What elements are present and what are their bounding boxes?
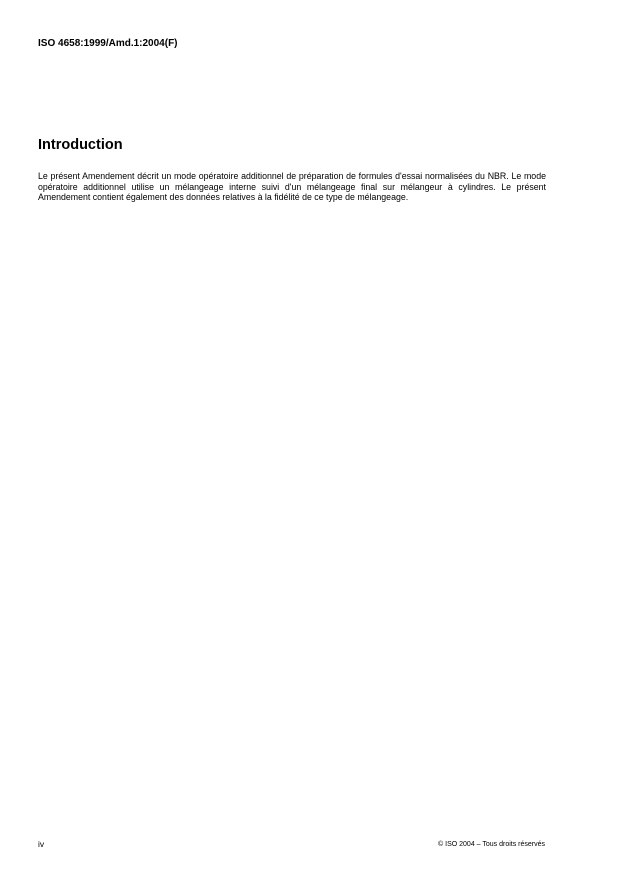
introduction-paragraph: Le présent Amendement décrit un mode opératoire additionnel de préparation de formules d'essai normalisées du NBR. Le mode opératoire additionnel utilise un mélangeage interne suivi d'un mélangeage final sur mélangeur à cylindres. Le présent Amendement contient également des données relatives à la fidélité de ce type de mélangeage. [38,171,546,203]
document-id-header: ISO 4658:1999/Amd.1:2004(F) [38,38,178,49]
footer-page-number: iv [38,839,45,849]
footer-copyright: © ISO 2004 – Tous droits réservés [438,841,545,848]
section-title: Introduction [38,137,123,153]
